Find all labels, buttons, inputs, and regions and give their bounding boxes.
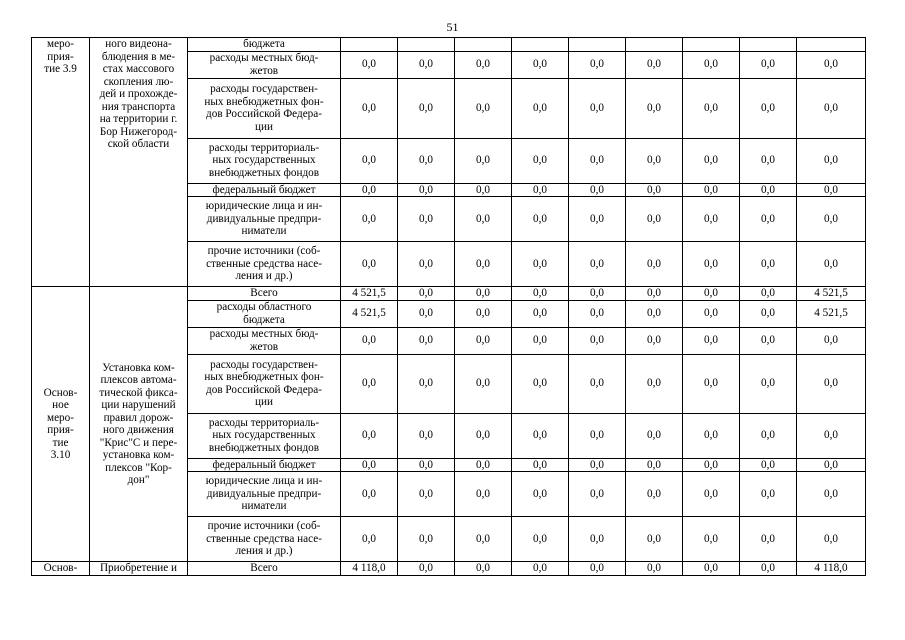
- value-cell: 0,0: [512, 472, 569, 517]
- value-cell: 0,0: [740, 458, 797, 472]
- value-cell: 0,0: [740, 51, 797, 78]
- value-cell: 0,0: [797, 242, 866, 287]
- value-cell: 0,0: [683, 242, 740, 287]
- value-cell: 0,0: [740, 300, 797, 327]
- value-cell: 0,0: [740, 138, 797, 183]
- value-cell: 0,0: [455, 413, 512, 458]
- value-cell: 0,0: [398, 78, 455, 138]
- value-cell: 0,0: [455, 51, 512, 78]
- value-cell: [797, 38, 866, 52]
- value-cell: 0,0: [398, 354, 455, 413]
- value-cell: 0,0: [512, 287, 569, 301]
- value-cell: 4 521,5: [341, 300, 398, 327]
- value-cell: 0,0: [512, 242, 569, 287]
- value-cell: 0,0: [455, 562, 512, 576]
- value-cell: 0,0: [341, 472, 398, 517]
- value-cell: 0,0: [683, 197, 740, 242]
- funding-source: юридические лица и ин- дивидуальные предпри- ниматели: [188, 472, 341, 517]
- value-cell: 0,0: [683, 300, 740, 327]
- value-cell: [341, 38, 398, 52]
- value-cell: 0,0: [455, 300, 512, 327]
- value-cell: 0,0: [455, 517, 512, 562]
- value-cell: 0,0: [626, 472, 683, 517]
- value-cell: 0,0: [455, 458, 512, 472]
- value-cell: 0,0: [341, 327, 398, 354]
- value-cell: 0,0: [455, 78, 512, 138]
- value-cell: 0,0: [740, 287, 797, 301]
- funding-source: юридические лица и ин- дивидуальные предпри- ниматели: [188, 197, 341, 242]
- funding-source: расходы местных бюд- жетов: [188, 327, 341, 354]
- value-cell: 4 118,0: [341, 562, 398, 576]
- table-row: [32, 287, 866, 301]
- value-cell: 0,0: [797, 78, 866, 138]
- value-cell: 0,0: [569, 78, 626, 138]
- funding-source: прочие источники (соб- ственные средства насе- ления и др.): [188, 242, 341, 287]
- value-cell: 0,0: [398, 138, 455, 183]
- value-cell: 0,0: [797, 327, 866, 354]
- value-cell: 0,0: [455, 138, 512, 183]
- value-cell: 0,0: [512, 138, 569, 183]
- value-cell: 4 118,0: [797, 562, 866, 576]
- value-cell: 0,0: [569, 242, 626, 287]
- value-cell: 0,0: [398, 51, 455, 78]
- value-cell: 0,0: [740, 183, 797, 197]
- value-cell: 0,0: [626, 327, 683, 354]
- funding-source: прочие источники (соб- ственные средства насе- ления и др.): [188, 517, 341, 562]
- value-cell: 0,0: [740, 78, 797, 138]
- value-cell: 0,0: [626, 51, 683, 78]
- value-cell: 0,0: [341, 197, 398, 242]
- measure-description: ного видеона- блюдения в ме- стах массового скопления лю- дей и прохожде- ния транспорта на территории г. Бор Нижегород- ской области: [90, 38, 188, 287]
- value-cell: 0,0: [398, 197, 455, 242]
- value-cell: 0,0: [683, 138, 740, 183]
- value-cell: 0,0: [740, 242, 797, 287]
- value-cell: 4 521,5: [341, 287, 398, 301]
- value-cell: 0,0: [683, 354, 740, 413]
- value-cell: 0,0: [683, 413, 740, 458]
- value-cell: 0,0: [569, 354, 626, 413]
- measure-description: Приобретение и: [90, 562, 188, 576]
- value-cell: 0,0: [626, 517, 683, 562]
- value-cell: 0,0: [341, 138, 398, 183]
- value-cell: 0,0: [626, 242, 683, 287]
- value-cell: 0,0: [455, 197, 512, 242]
- value-cell: 0,0: [797, 354, 866, 413]
- value-cell: 0,0: [740, 354, 797, 413]
- funding-source: бюджета: [188, 38, 341, 52]
- value-cell: 0,0: [683, 562, 740, 576]
- value-cell: 0,0: [569, 138, 626, 183]
- value-cell: 0,0: [626, 197, 683, 242]
- value-cell: 0,0: [341, 78, 398, 138]
- value-cell: 0,0: [512, 78, 569, 138]
- value-cell: 0,0: [398, 413, 455, 458]
- value-cell: 0,0: [740, 197, 797, 242]
- budget-table: [31, 37, 866, 576]
- value-cell: 0,0: [341, 51, 398, 78]
- value-cell: 0,0: [569, 413, 626, 458]
- value-cell: 0,0: [569, 287, 626, 301]
- value-cell: 0,0: [341, 242, 398, 287]
- value-cell: 0,0: [626, 287, 683, 301]
- value-cell: 0,0: [740, 562, 797, 576]
- value-cell: 4 521,5: [797, 300, 866, 327]
- value-cell: 0,0: [455, 327, 512, 354]
- value-cell: 0,0: [797, 197, 866, 242]
- value-cell: 0,0: [569, 472, 626, 517]
- value-cell: 0,0: [683, 78, 740, 138]
- value-cell: 0,0: [341, 517, 398, 562]
- value-cell: 0,0: [398, 458, 455, 472]
- measure-description: Установка ком- плексов автома- тической фикса- ции нарушений правил дорож- ного движения "Крис"С и пере- установка ком- плексов "Кор- дон": [90, 287, 188, 562]
- value-cell: 0,0: [398, 472, 455, 517]
- value-cell: 0,0: [512, 458, 569, 472]
- value-cell: 0,0: [398, 242, 455, 287]
- value-cell: 0,0: [626, 562, 683, 576]
- value-cell: [626, 38, 683, 52]
- funding-source: расходы областного бюджета: [188, 300, 341, 327]
- value-cell: [455, 38, 512, 52]
- value-cell: 0,0: [455, 472, 512, 517]
- value-cell: [683, 38, 740, 52]
- value-cell: 0,0: [398, 300, 455, 327]
- value-cell: [512, 38, 569, 52]
- value-cell: 0,0: [683, 517, 740, 562]
- value-cell: 0,0: [455, 242, 512, 287]
- value-cell: 0,0: [512, 562, 569, 576]
- funding-source: Всего: [188, 562, 341, 576]
- value-cell: 0,0: [569, 183, 626, 197]
- value-cell: 0,0: [569, 458, 626, 472]
- funding-source: расходы территориаль- ных государственных внебюджетных фондов: [188, 138, 341, 183]
- value-cell: 0,0: [797, 472, 866, 517]
- measure-label: меро- прия- тие 3.9: [32, 38, 90, 287]
- value-cell: 0,0: [569, 517, 626, 562]
- value-cell: 0,0: [626, 78, 683, 138]
- value-cell: 0,0: [626, 413, 683, 458]
- value-cell: 0,0: [683, 51, 740, 78]
- value-cell: 0,0: [740, 472, 797, 517]
- funding-source: Всего: [188, 287, 341, 301]
- value-cell: 0,0: [341, 458, 398, 472]
- value-cell: 0,0: [512, 51, 569, 78]
- funding-source: расходы государствен- ных внебюджетных фон- дов Российской Федера- ции: [188, 354, 341, 413]
- value-cell: 0,0: [512, 183, 569, 197]
- page-number: 51: [446, 20, 459, 34]
- value-cell: 0,0: [512, 300, 569, 327]
- measure-label: Основ- ное меро- прия- тие 3.10: [32, 287, 90, 562]
- value-cell: [569, 38, 626, 52]
- value-cell: 0,0: [398, 562, 455, 576]
- value-cell: 0,0: [569, 327, 626, 354]
- value-cell: 0,0: [626, 300, 683, 327]
- value-cell: 0,0: [398, 327, 455, 354]
- table-row: [32, 562, 866, 576]
- funding-source: федеральный бюджет: [188, 458, 341, 472]
- value-cell: [398, 38, 455, 52]
- value-cell: 0,0: [569, 197, 626, 242]
- value-cell: 0,0: [398, 517, 455, 562]
- value-cell: 0,0: [626, 458, 683, 472]
- value-cell: 0,0: [626, 138, 683, 183]
- funding-source: федеральный бюджет: [188, 183, 341, 197]
- value-cell: 0,0: [626, 354, 683, 413]
- value-cell: [740, 38, 797, 52]
- value-cell: 0,0: [797, 51, 866, 78]
- value-cell: 0,0: [797, 413, 866, 458]
- value-cell: 0,0: [341, 413, 398, 458]
- value-cell: 0,0: [683, 287, 740, 301]
- value-cell: 0,0: [683, 472, 740, 517]
- value-cell: 0,0: [341, 354, 398, 413]
- value-cell: 0,0: [626, 183, 683, 197]
- value-cell: 0,0: [683, 458, 740, 472]
- value-cell: 0,0: [398, 287, 455, 301]
- funding-source: расходы территориаль- ных государственных внебюджетных фондов: [188, 413, 341, 458]
- value-cell: 0,0: [512, 413, 569, 458]
- value-cell: 4 521,5: [797, 287, 866, 301]
- value-cell: 0,0: [797, 138, 866, 183]
- value-cell: 0,0: [740, 517, 797, 562]
- value-cell: 0,0: [341, 183, 398, 197]
- value-cell: 0,0: [512, 327, 569, 354]
- value-cell: 0,0: [683, 327, 740, 354]
- value-cell: 0,0: [455, 183, 512, 197]
- value-cell: 0,0: [797, 183, 866, 197]
- value-cell: 0,0: [569, 562, 626, 576]
- measure-label: Основ-: [32, 562, 90, 576]
- funding-source: расходы местных бюд- жетов: [188, 51, 341, 78]
- value-cell: 0,0: [512, 197, 569, 242]
- value-cell: 0,0: [740, 413, 797, 458]
- value-cell: 0,0: [740, 327, 797, 354]
- value-cell: 0,0: [569, 51, 626, 78]
- value-cell: 0,0: [683, 183, 740, 197]
- value-cell: 0,0: [512, 517, 569, 562]
- value-cell: 0,0: [455, 354, 512, 413]
- value-cell: 0,0: [398, 183, 455, 197]
- value-cell: 0,0: [512, 354, 569, 413]
- value-cell: 0,0: [569, 300, 626, 327]
- value-cell: 0,0: [455, 287, 512, 301]
- value-cell: 0,0: [797, 458, 866, 472]
- table-row: [32, 38, 866, 52]
- funding-source: расходы государствен- ных внебюджетных фон- дов Российской Федера- ции: [188, 78, 341, 138]
- value-cell: 0,0: [797, 517, 866, 562]
